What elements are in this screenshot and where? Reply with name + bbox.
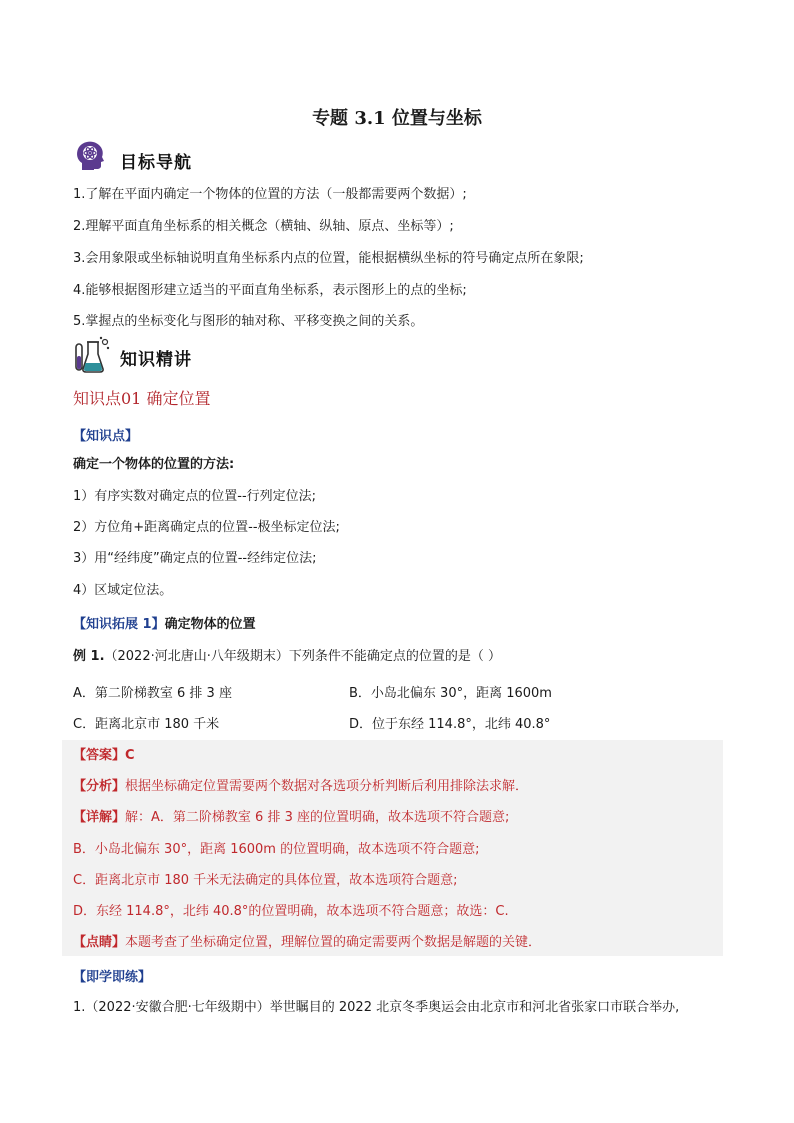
method-item: 1）有序实数对确定点的位置--行列定位法; — [73, 489, 317, 504]
analysis-text: 根据坐标确定位置需要两个数据对各选项分析判断后利用排除法求解． — [125, 779, 529, 794]
example-question — [73, 648, 501, 666]
answer-value: C — [125, 748, 135, 763]
option-c: C．距离北京市 180 千米 — [73, 717, 220, 732]
comment-row — [73, 934, 541, 952]
method-item: 3）用“经纬度”确定点的位置--经纬定位法; — [73, 551, 317, 566]
goal-item: 3.会用象限或坐标轴说明直角坐标系内点的位置，能根据横纵坐标的符号确定点所在象限; — [73, 251, 584, 266]
method-item: 2）方位角+距离确定点的位置--极坐标定位法; — [73, 520, 340, 535]
detail-tag: 【详解】 — [73, 810, 126, 825]
practice-label: 【即学即练】 — [73, 970, 152, 985]
goal-item: 1.了解在平面内确定一个物体的位置的方法（一般都需要两个数据）; — [73, 187, 467, 202]
method-item: 4）区域定位法。 — [73, 583, 173, 598]
comment-tag: 【点睛】 — [73, 935, 126, 950]
knowledge-point-title: 知识点01 确定位置 — [73, 389, 211, 408]
goal-item: 2.理解平面直角坐标系的相关概念（横轴、纵轴、原点、坐标等）; — [73, 219, 454, 234]
answer-tag: 【答案】 — [73, 748, 126, 763]
example-question-text: （2022·河北唐山·八年级期末）下列条件不能确定点的位置的是（ ） — [104, 649, 501, 664]
extension-heading — [73, 613, 256, 632]
methods-intro: 确定一个物体的位置的方法: — [73, 457, 235, 472]
practice-question: 1.（2022·安徽合肥·七年级期中）举世瞩目的 2022 北京冬季奥运会由北京市和河北省张家口市联合举办, — [73, 1000, 680, 1015]
detail-line: 解：A．第二阶梯教室 6 排 3 座的位置明确，故本选项不符合题意; — [125, 810, 510, 825]
goal-item: 5.掌握点的坐标变化与图形的轴对称、平移变换之间的关系。 — [73, 314, 424, 329]
detail-line: B．小岛北偏东 30°，距离 1600m 的位置明确，故本选项不符合题意; — [73, 842, 480, 857]
extension-bracket: 【知识拓展 1】 — [73, 617, 165, 632]
knowledge-point-label: 【知识点】 — [73, 429, 139, 444]
comment-text: 本题考查了坐标确定位置，理解位置的确定需要两个数据是解题的关键． — [125, 935, 542, 950]
option-a: A．第二阶梯教室 6 排 3 座 — [73, 686, 232, 701]
example-prefix: 例 1. — [73, 649, 105, 664]
head-atom-icon — [72, 138, 108, 174]
detail-line: D．东经 114.8°，北纬 40.8°的位置明确，故本选项不符合题意；故选：C. — [73, 904, 509, 919]
detail-row — [73, 809, 509, 827]
option-b: B．小岛北偏东 30°，距离 1600m — [349, 686, 552, 701]
analysis-tag: 【分析】 — [73, 779, 126, 794]
analysis-row — [73, 778, 528, 796]
option-d: D．位于东经 114.8°，北纬 40.8° — [349, 717, 551, 732]
section-heading-knowledge: 知识精讲 — [120, 350, 192, 370]
goal-item: 4.能够根据图形建立适当的平面直角坐标系，表示图形上的点的坐标; — [73, 283, 467, 298]
flask-icon — [72, 336, 112, 374]
extension-title: 确定物体的位置 — [164, 617, 256, 632]
answer-row — [73, 747, 135, 765]
detail-line: C．距离北京市 180 千米无法确定的具体位置，故本选项符合题意; — [73, 873, 458, 888]
section-heading-goals: 目标导航 — [120, 153, 192, 173]
page-title: 专题 3.1 位置与坐标 — [312, 108, 482, 129]
